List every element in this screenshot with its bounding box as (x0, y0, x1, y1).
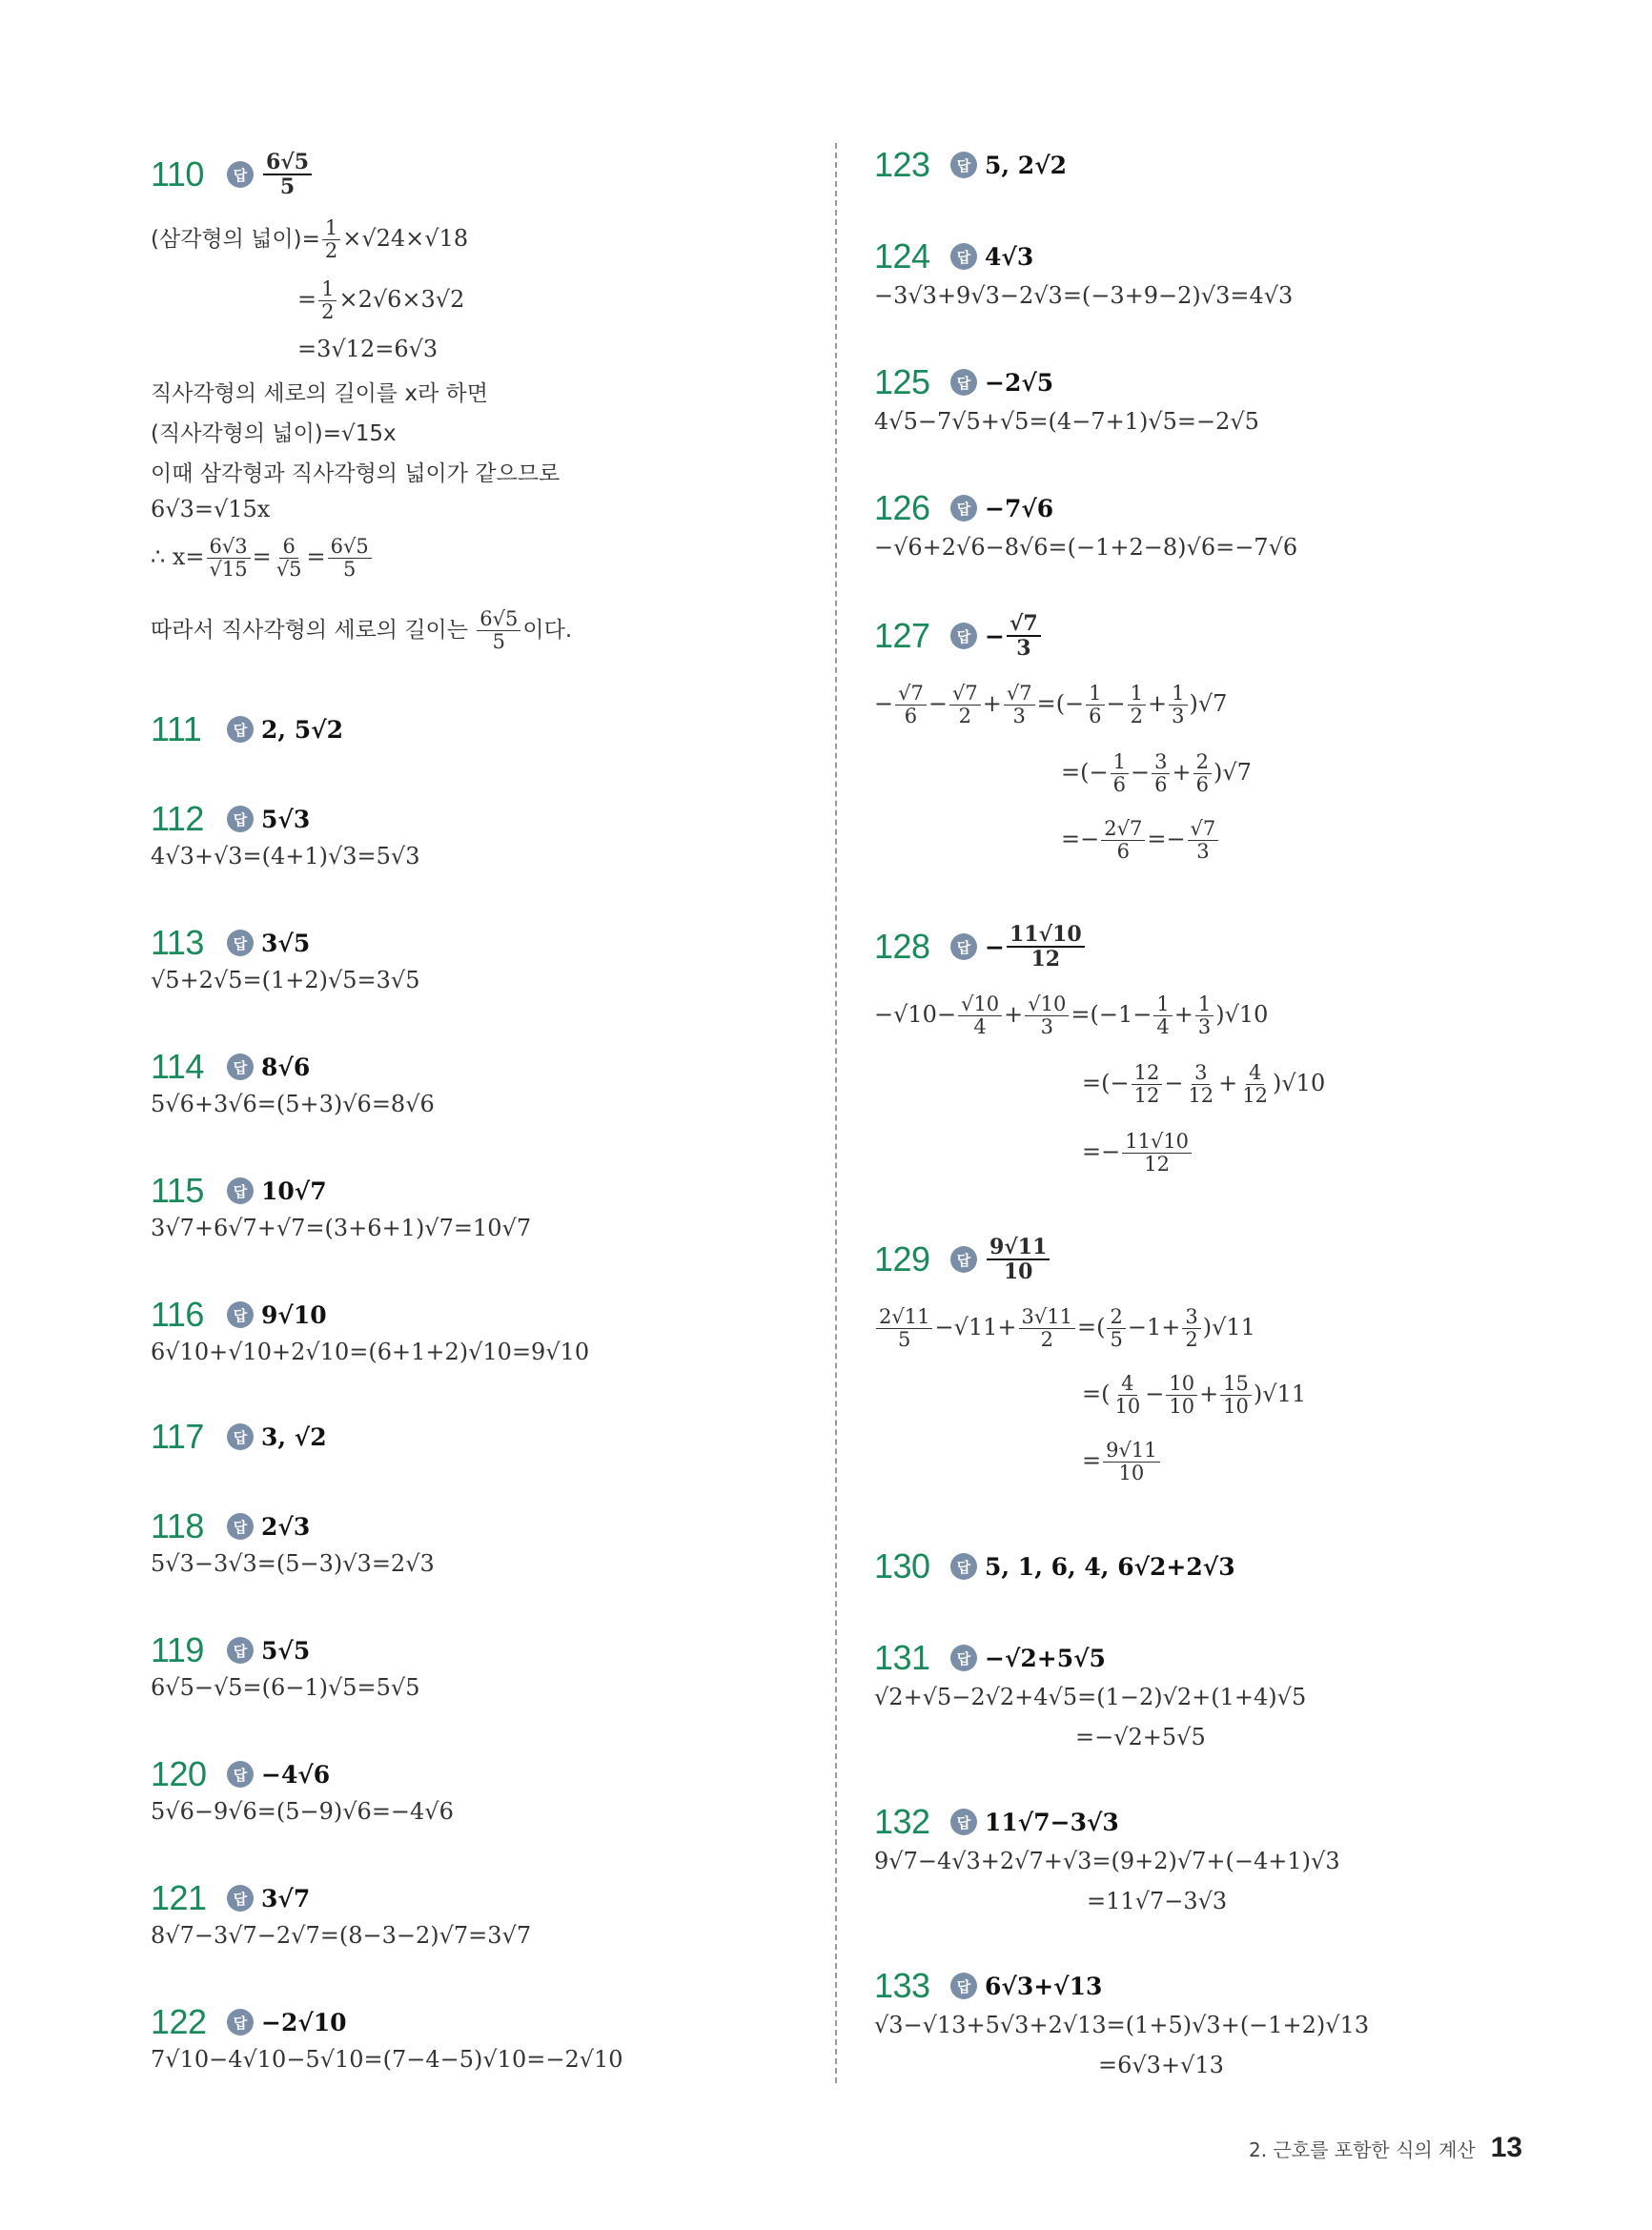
answer-badge: 답 (950, 1973, 977, 1999)
numerator: 1 (1153, 993, 1172, 1016)
numerator: 3√11 (1019, 1306, 1075, 1329)
text: −1− (1098, 1001, 1152, 1029)
numerator: 10 (1166, 1373, 1197, 1396)
numerator: 1 (1128, 683, 1146, 706)
denominator: 3 (1172, 705, 1185, 728)
denominator: 3 (1040, 1015, 1054, 1039)
problem-header (151, 1630, 310, 1670)
problem-header (151, 1506, 310, 1546)
denominator: 10 (1118, 1462, 1145, 1485)
problem-header (151, 1295, 327, 1335)
fraction (1166, 1373, 1197, 1418)
text: = (297, 286, 317, 314)
problem-number: 110 (151, 154, 204, 194)
problem-header (874, 1638, 1106, 1678)
text: −1+ (1127, 1314, 1181, 1341)
problem-number: 129 (874, 1239, 930, 1279)
answer: 3√5 (261, 929, 311, 957)
solution-line (297, 278, 464, 323)
fraction (1188, 818, 1219, 863)
numerator: 2√11 (876, 1306, 932, 1329)
fraction (1107, 1306, 1125, 1351)
answer-badge: 답 (227, 1177, 254, 1204)
fraction (1220, 1373, 1252, 1418)
numerator: 1 (318, 278, 337, 301)
answer-badge: 답 (950, 1553, 977, 1580)
problem-number: 132 (874, 1802, 930, 1841)
answer: 5, 2√2 (985, 151, 1068, 179)
solution-line: ∴ x= $\frac{6√3}{√15}$ = $\frac{6}{√5}$ = $\frac{6√5}{5}$ (151, 536, 374, 581)
numerator: 4 (1246, 1062, 1264, 1085)
denominator: 4 (1156, 1015, 1170, 1039)
problem-header (151, 1047, 310, 1087)
fraction (1025, 993, 1069, 1038)
problem-117 (151, 1417, 327, 1457)
fraction (1019, 1306, 1075, 1351)
answer-badge: 답 (227, 161, 254, 188)
problem-header (874, 1966, 1102, 2006)
answer-badge: 답 (227, 1761, 254, 1788)
numerator: 2 (1107, 1306, 1125, 1329)
answer: −4√6 (261, 1760, 331, 1789)
denominator: 10 (1114, 1395, 1141, 1419)
solution-line: −3√3+9√3−2√3=(−3+9−2)√3=4√3 (874, 282, 1294, 309)
fraction (322, 217, 340, 262)
problem-number: 119 (151, 1630, 204, 1669)
problem-number: 125 (874, 362, 930, 401)
problem-header (874, 236, 1033, 276)
problem-header (151, 151, 314, 198)
fraction (1128, 683, 1146, 727)
text: 따라서 직사각형의 세로의 길이는 (151, 618, 476, 644)
denominator: 2 (1130, 705, 1144, 728)
solution-line: =− $\frac{11√10}{12}$ (1082, 1131, 1193, 1176)
solution-line: 5√6−9√6=(5−9)√6=−4√6 (151, 1798, 454, 1825)
answer-badge: 답 (227, 1885, 254, 1912)
answer-badge: 답 (950, 495, 977, 522)
fraction (876, 1306, 932, 1351)
denominator: 5 (492, 630, 506, 654)
solution-line: √5+2√5=(1+2)√5=3√5 (151, 967, 420, 993)
answer: 2√3 (261, 1512, 311, 1541)
numerator: 6√5 (328, 536, 372, 559)
problem-130 (874, 1546, 1235, 1586)
fraction (1193, 751, 1212, 796)
solution-line: 이때 삼각형과 직사각형의 넓이가 같으므로 (151, 461, 561, 486)
fraction (1185, 1062, 1216, 1107)
numerator: √7 (949, 683, 981, 706)
page-number: 13 (1490, 2132, 1523, 2163)
problem-header (874, 362, 1053, 402)
numerator: 1 (1195, 993, 1214, 1016)
denominator: 12 (1242, 1084, 1269, 1108)
fraction (949, 683, 981, 727)
numerator: 2 (1193, 751, 1212, 774)
problem-number: 133 (874, 1966, 930, 2005)
problem-header (874, 1236, 1051, 1283)
numerator: 15 (1220, 1373, 1252, 1396)
answer-badge: 답 (950, 1645, 977, 1671)
section-title: 2. 근호를 포함한 식의 계산 (1249, 2138, 1476, 2161)
problem-number: 120 (151, 1754, 207, 1793)
problem-number: 112 (151, 799, 204, 838)
answer-badge: 답 (950, 243, 977, 270)
solution-line: 8√7−3√7−2√7=(8−3−2)√7=3√7 (151, 1922, 532, 1949)
solution-line: 9√7−4√3+2√7+√3=(9+2)√7+(−4+1)√3 (874, 1848, 1340, 1874)
denominator: 2 (1040, 1328, 1053, 1352)
solution-line: 5√3−3√3=(5−3)√3=2√3 (151, 1550, 435, 1577)
problem-header (151, 1878, 310, 1918)
denominator: 5 (1110, 1328, 1123, 1352)
numerator: 2√7 (1101, 818, 1145, 841)
numerator: 4 (1118, 1373, 1136, 1396)
numerator: 3 (1152, 751, 1170, 774)
problem-number: 121 (151, 1878, 207, 1917)
numerator: 9√11 (1103, 1440, 1159, 1463)
answer: 3, √2 (261, 1422, 327, 1451)
solution-line: 6√3=√15x (151, 496, 271, 522)
fraction (1182, 1306, 1200, 1351)
denominator: 6 (1195, 773, 1209, 797)
problem-number: 127 (874, 616, 930, 656)
denominator: √15 (209, 558, 248, 582)
answer: 5√5 (261, 1636, 311, 1665)
solution-line: =(− $\frac{1}{6}$ − $\frac{3}{6}$ + $\frac{2}{6}$ )√7 (1061, 750, 1252, 797)
fraction (477, 608, 520, 653)
answer-badge: 답 (227, 716, 254, 743)
solution-line: 4√5−7√5+√5=(4−7+1)√5=−2√5 (874, 408, 1259, 435)
solution-line: √3−√13+5√3+2√13=(1+5)√3+(−1+2)√13 (874, 2012, 1370, 2038)
problem-number: 114 (151, 1047, 204, 1086)
numerator: 1 (322, 217, 340, 240)
answer: 3√7 (261, 1884, 311, 1913)
text: √11 (1212, 1314, 1255, 1341)
text: ∴ x= (151, 543, 205, 571)
answer: −2√5 (985, 368, 1054, 397)
text: ×2√6×3√2 (338, 286, 465, 314)
answer: 6√3+√13 (985, 1972, 1103, 2000)
answer (987, 1236, 1050, 1283)
denominator: 12 (1144, 1153, 1170, 1176)
solution-line: 직사각형의 세로의 길이를 x라 하면 (151, 381, 488, 406)
fraction (1103, 1440, 1159, 1484)
answer-badge: 답 (950, 152, 977, 178)
numerator: √10 (958, 993, 1002, 1016)
answer-badge: 답 (227, 806, 254, 832)
problem-header (874, 612, 1043, 660)
fraction (1086, 683, 1104, 727)
answer: 9√10 (261, 1300, 327, 1329)
numerator: 6√3 (207, 536, 251, 559)
problem-number: 128 (874, 927, 930, 967)
solution-line (151, 608, 572, 653)
solution-line: − $\frac{√7}{6}$ − $\frac{√7}{2}$ + $\frac{√7}{3}$ =(− $\frac{1}{6}$ − $\frac{1}{2}$ + $\frac{1}{3}$ )√7 (874, 682, 1228, 728)
denominator: 6 (1089, 705, 1102, 728)
answer-numerator: 6√5 (263, 151, 312, 175)
denominator: 2 (958, 705, 972, 728)
problem-header (874, 1802, 1119, 1842)
solution-line: 4√3+√3=(4+1)√3=5√3 (151, 843, 420, 869)
denominator: 3 (1197, 1015, 1212, 1039)
denominator: 2 (324, 239, 338, 263)
solution-line: 6√5−√5=(6−1)√5=5√5 (151, 1674, 420, 1701)
answer-badge: 답 (950, 369, 977, 396)
solution-line: =−√2+5√5 (1075, 1724, 1206, 1750)
text: √7 (1222, 759, 1252, 787)
answer: 8√6 (261, 1053, 311, 1081)
answer-sign: − (985, 622, 1005, 650)
text: √11 (1262, 1381, 1307, 1408)
text: −√10− (874, 1001, 957, 1029)
solution-line: −√6+2√6−8√6=(−1+2−8)√6=−7√6 (874, 534, 1298, 561)
numerator: 1 (1111, 751, 1129, 774)
problem-number: 122 (151, 2002, 207, 2041)
answer-badge: 답 (950, 1809, 977, 1835)
answer-sign: − (985, 932, 1005, 961)
fraction (1152, 751, 1170, 796)
problem-number: 131 (874, 1638, 930, 1677)
fraction (1195, 993, 1214, 1038)
problem-number: 111 (151, 709, 202, 748)
solution-line: =11√7−3√3 (1087, 1888, 1228, 1914)
answer-badge: 답 (227, 1513, 254, 1540)
problem-number: 117 (151, 1417, 204, 1456)
numerator: √7 (1004, 683, 1035, 706)
answer: −√2+5√5 (985, 1644, 1106, 1672)
denominator: 6 (904, 705, 918, 728)
text: −√11+ (934, 1314, 1017, 1341)
answer: 5√3 (261, 805, 311, 833)
denominator: 3 (1012, 705, 1026, 728)
denominator: 2 (1185, 1328, 1198, 1352)
fraction (1169, 683, 1187, 727)
fraction (1132, 1062, 1163, 1107)
numerator: 3 (1182, 1306, 1200, 1329)
solution-line: 6√10+√10+2√10=(6+1+2)√10=9√10 (151, 1339, 590, 1365)
answer (1007, 923, 1085, 971)
solution-line: =3√12=6√3 (297, 336, 438, 362)
denominator: 6 (1154, 773, 1168, 797)
denominator: 6 (1116, 840, 1130, 864)
problem-header (151, 1754, 330, 1794)
denominator: √5 (275, 558, 302, 582)
problem-123 (874, 145, 1067, 185)
fraction (1004, 683, 1035, 727)
answer-denominator: 5 (279, 174, 296, 200)
problem-number: 113 (151, 923, 204, 962)
answer-denominator: 3 (1016, 636, 1031, 662)
numerator: 1 (1086, 683, 1104, 706)
column-divider (835, 143, 837, 2083)
problem-header (874, 923, 1087, 971)
fraction (318, 278, 337, 323)
answer-denominator: 10 (1003, 1259, 1033, 1285)
fraction (1101, 818, 1145, 863)
answer-numerator: 9√11 (987, 1236, 1050, 1260)
problem-header (874, 488, 1053, 528)
answer (1007, 612, 1041, 660)
denominator: 5 (342, 558, 357, 582)
text: √10 (1224, 1001, 1269, 1029)
answer: 10√7 (261, 1176, 327, 1205)
solution-line: −√10− $\frac{√10}{4}$ + $\frac{√10}{3}$ =(−1− $\frac{1}{4}$ + $\frac{1}{3}$ )√10 (874, 992, 1269, 1039)
denominator: 10 (1169, 1395, 1195, 1419)
problem-number: 124 (874, 236, 930, 276)
numerator: √7 (1188, 818, 1219, 841)
answer-badge: 답 (227, 2009, 254, 2036)
answer-badge: 답 (227, 1054, 254, 1080)
denominator: 12 (1133, 1084, 1160, 1108)
denominator: 5 (898, 1328, 911, 1352)
answer: 5, 1, 6, 4, 6√2+2√3 (985, 1552, 1235, 1581)
answer: −7√6 (985, 494, 1054, 522)
answer (263, 151, 312, 198)
solution-line: √2+√5−2√2+4√5=(1−2)√2+(1+4)√5 (874, 1684, 1307, 1710)
answer-denominator: 12 (1030, 947, 1061, 972)
answer-badge: 답 (227, 1637, 254, 1664)
solution-line: = $\frac{9√11}{10}$ (1082, 1440, 1162, 1484)
numerator: 12 (1132, 1062, 1163, 1085)
numerator: 11√10 (1122, 1131, 1192, 1154)
answer-badge: 답 (227, 1423, 254, 1450)
solution-line: =6√3+√13 (1098, 2052, 1224, 2078)
fraction (207, 536, 251, 581)
answer: 2, 5√2 (261, 715, 344, 744)
denominator: 4 (973, 1015, 987, 1039)
answer-badge: 답 (227, 930, 254, 956)
denominator: 10 (1223, 1395, 1249, 1419)
denominator: 2 (321, 300, 335, 324)
solution-line: 7√10−4√10−5√10=(7−4−5)√10=−2√10 (151, 2046, 623, 2073)
problem-number: 126 (874, 488, 930, 527)
problem-111 (151, 709, 343, 749)
answer-badge: 답 (950, 933, 977, 960)
fraction (958, 993, 1002, 1038)
answer-badge: 답 (950, 1246, 977, 1273)
problem-number: 130 (874, 1546, 930, 1586)
text: √7 (1197, 690, 1228, 718)
fraction (1239, 1062, 1271, 1107)
solution-line: $\frac{2√11}{5}$ −√11+ $\frac{3√11}{2}$ =( $\frac{2}{5}$ −1+ $\frac{3}{2}$ )√11 (874, 1306, 1255, 1351)
solution-line: =( $\frac{4}{10}$ − $\frac{10}{10}$ + $\frac{15}{10}$ )√11 (1082, 1372, 1307, 1419)
numerator: 6√5 (477, 608, 520, 631)
fraction (1112, 1373, 1143, 1418)
problem-header (151, 1171, 327, 1211)
fraction (328, 536, 372, 581)
text: ×√24×√18 (342, 225, 469, 253)
answer-numerator: 11√10 (1007, 923, 1085, 948)
solution-line: =− $\frac{2√7}{6}$ =− $\frac{√7}{3}$ (1061, 818, 1220, 863)
answer-badge: 답 (227, 1301, 254, 1328)
answer: 4√3 (985, 242, 1034, 271)
text: √10 (1281, 1070, 1326, 1097)
problem-header (151, 923, 310, 963)
problem-header (151, 2002, 347, 2042)
fraction (895, 683, 927, 727)
solution-line: 3√7+6√7+√7=(3+6+1)√7=10√7 (151, 1215, 532, 1241)
fraction (1122, 1131, 1192, 1176)
fraction (274, 536, 305, 581)
fraction (1111, 751, 1129, 796)
text: (삼각형의 넓이)= (151, 227, 320, 253)
numerator: 1 (1169, 683, 1187, 706)
numerator: √7 (895, 683, 927, 706)
text: 이다. (522, 618, 573, 644)
numerator: 3 (1192, 1062, 1210, 1085)
answer-badge: 답 (950, 623, 977, 649)
problem-number: 116 (151, 1295, 204, 1334)
problem-number: 123 (874, 145, 930, 184)
page-footer (1249, 2132, 1522, 2164)
denominator: 6 (1112, 773, 1126, 797)
solution-line: =(− $\frac{12}{12}$ − $\frac{3}{12}$ + $\frac{4}{12}$ )√10 (1082, 1061, 1326, 1108)
answer: −2√10 (261, 2008, 347, 2036)
solution-line (151, 217, 468, 262)
denominator: 3 (1196, 840, 1210, 864)
solution-line: 5√6+3√6=(5+3)√6=8√6 (151, 1091, 435, 1117)
answer-numerator: √7 (1007, 612, 1041, 637)
answer: 11√7−3√3 (985, 1808, 1119, 1836)
denominator: 12 (1188, 1084, 1214, 1108)
numerator: √10 (1025, 993, 1069, 1016)
problem-number: 118 (151, 1506, 204, 1545)
solution-line: (직사각형의 넓이)=√15x (151, 421, 397, 446)
fraction (1153, 993, 1172, 1038)
problem-header (151, 799, 310, 839)
problem-number: 115 (151, 1171, 204, 1210)
numerator: 6 (279, 536, 297, 559)
